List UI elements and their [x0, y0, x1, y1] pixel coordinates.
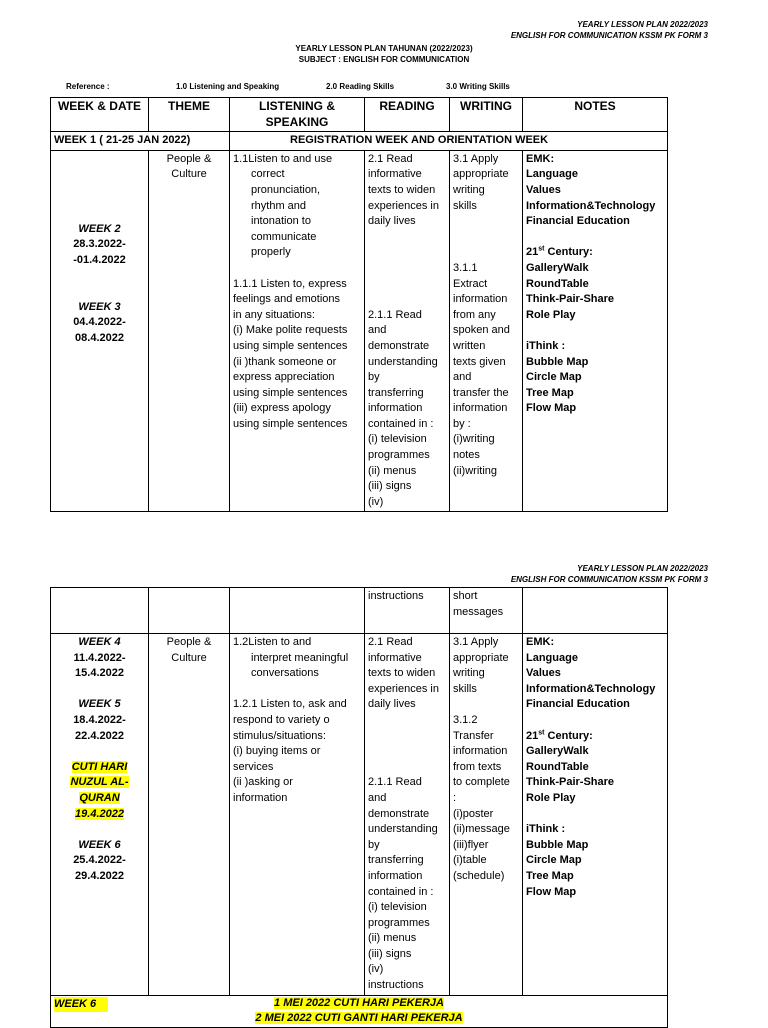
rd-sub-line: (i) television [368, 433, 427, 446]
ithink-line: Flow Map [526, 402, 577, 415]
lesson-table-page2 [50, 587, 668, 1028]
wr-sub-line: information [453, 745, 508, 758]
holiday-line: CUTI HARI [71, 760, 128, 773]
wr-line: 3.1 Apply [453, 636, 499, 648]
rd-sub-line: information [368, 402, 423, 415]
theme-line: Culture [171, 168, 207, 181]
week-date: 04.4.2022- [73, 316, 126, 329]
ls-sub-line: information [233, 791, 288, 804]
ls-line: 1.1Listen to and use [233, 152, 333, 165]
emk-line: Financial Education [526, 215, 630, 228]
ls-sub-line: (i) buying items or [233, 745, 321, 758]
ls-line: rhythm and [251, 199, 307, 212]
rd-sub-line: (iv) [368, 963, 384, 976]
header-line: YEARLY LESSON PLAN 2022/2023 [577, 564, 708, 573]
wr-sub-line: texts given [453, 355, 506, 368]
century-sup: st [538, 245, 545, 253]
week-label: WEEK 5 [78, 698, 121, 711]
ls-line: properly [251, 246, 291, 259]
footer-holiday-line: 2 MEI 2022 CUTI GANTI HARI PEKERJA [255, 1012, 463, 1025]
century-heading [526, 729, 664, 745]
rd-sub-line: by [368, 371, 380, 384]
registration-week: WEEK 1 ( 21-25 JAN 2022) [51, 132, 230, 151]
rd-sub-line: 2.1.1 Read [368, 776, 422, 789]
ls-line: conversations [251, 667, 319, 680]
ls-sub-line: 1.2.1 Listen to, ask and [233, 698, 347, 711]
week-date-cell [51, 634, 149, 996]
holiday-footer-cell [51, 995, 668, 1027]
week-date: -01.4.2022 [73, 253, 126, 266]
century-sup: st [538, 728, 545, 736]
table-row [51, 150, 668, 512]
rd-sub-line: 2.1.1 Read [368, 308, 422, 321]
theme-line: People & [166, 152, 212, 165]
rd-line: informative [368, 168, 422, 181]
notes-cell [523, 150, 668, 512]
ls-sub-line: feelings and emotions [233, 293, 341, 306]
rd-sub-line: transferring [368, 386, 424, 399]
header-line: YEARLY LESSON PLAN 2022/2023 [577, 20, 708, 29]
wr-sub-line: 3.1.1 [453, 261, 478, 274]
wr-sub-line: from any [453, 308, 496, 321]
reading-cell [365, 634, 450, 996]
ls-sub-line: 1.1.1 Listen to, express [233, 277, 347, 290]
table-row [51, 634, 668, 996]
rd-sub-line: programmes [368, 449, 430, 462]
wr-sub-line: written [453, 339, 486, 352]
theme-line: People & [166, 636, 212, 648]
rd-sub-line: (ii) menus [368, 932, 417, 945]
ls-sub-line: (i) Make polite requests [233, 324, 348, 337]
week-date: 28.3.2022- [73, 238, 126, 251]
header-line: ENGLISH FOR COMMUNICATION KSSM PK FORM 3 [510, 31, 708, 40]
registration-text: REGISTRATION WEEK AND ORIENTATION WEEK [230, 132, 668, 151]
footer-holiday-line: 1 MEI 2022 CUTI HARI PEKERJA [274, 996, 444, 1009]
ls-sub-line: using simple sentences [233, 386, 348, 399]
week-label: WEEK 4 [78, 636, 121, 648]
reading-cell [365, 150, 450, 512]
rd-sub-line: information [368, 869, 423, 882]
listening-cell [230, 150, 365, 512]
wr-line: short [453, 590, 478, 602]
wr-line: appropriate [453, 651, 509, 664]
wr-line: writing [453, 183, 485, 196]
wr-sub-line: information [453, 402, 508, 415]
rd-sub-line: (iii) signs [368, 480, 412, 493]
week-label: WEEK 2 [78, 222, 121, 235]
wr-sub-line: to complete [453, 776, 510, 789]
emk-line: Language [526, 168, 578, 181]
wr-line: 3.1 Apply [453, 152, 499, 165]
reference-label: Reference : [66, 82, 110, 91]
rd-line: 2.1 Read [368, 152, 413, 165]
rd-sub-line: and [368, 324, 387, 337]
century-line: Think-Pair-Share [526, 293, 615, 306]
holiday-footer-row [51, 995, 668, 1027]
rd-line: experiences in [368, 199, 439, 212]
rd-sub-line: demonstrate [368, 807, 430, 820]
emk-line: Language [526, 651, 578, 664]
emk-line: Information&Technology [526, 199, 656, 212]
col-notes: NOTES [523, 98, 668, 132]
week-date: 22.4.2022 [75, 729, 124, 742]
rd-sub-line: understanding [368, 823, 438, 836]
holiday-line: QURAN [79, 791, 120, 804]
col-week-date: WEEK & DATE [51, 98, 149, 132]
rd-sub-line: instructions [368, 979, 424, 992]
wr-sub-line: (i)table [453, 854, 487, 867]
ls-line: interpret meaningful [251, 651, 349, 664]
ithink-line: Tree Map [526, 386, 574, 399]
rd-sub-line: demonstrate [368, 339, 430, 352]
wr-sub-line: (i)poster [453, 807, 494, 820]
wr-sub-line: Extract [453, 277, 488, 290]
ls-sub-line: respond to variety o [233, 713, 330, 726]
theme-cell [149, 150, 230, 512]
writing-cell [450, 634, 523, 996]
holiday-note [54, 760, 145, 822]
ithink-line: iThink : [526, 339, 566, 352]
rd-line: texts to widen [368, 667, 436, 680]
ls-line: intonation to [251, 215, 311, 228]
rd-sub-line: transferring [368, 854, 424, 867]
rd-sub-line: (iv) [368, 495, 384, 508]
holiday-line: NUZUL AL- [70, 776, 129, 789]
ls-sub-line: in any situations: [233, 308, 315, 321]
rd-sub-line: and [368, 791, 387, 804]
continuation-row [51, 588, 668, 634]
wr-sub-line: information [453, 293, 508, 306]
wr-sub-line: by : [453, 417, 471, 430]
registration-row [51, 132, 668, 151]
century-line: GalleryWalk [526, 745, 589, 758]
header-line: ENGLISH FOR COMMUNICATION KSSM PK FORM 3 [510, 575, 708, 584]
continuation-writing [450, 588, 523, 634]
wr-line: writing [453, 667, 485, 680]
rd-sub-line: by [368, 838, 380, 851]
ls-sub-line: using simple sentences [233, 417, 348, 430]
rd-sub-line: programmes [368, 916, 430, 929]
century-line: Role Play [526, 791, 576, 804]
emk-line: Values [526, 667, 561, 680]
rd-line: texts to widen [368, 183, 436, 196]
page1-title [0, 43, 768, 65]
ithink-line: Circle Map [526, 854, 582, 867]
ls-line: pronunciation, [251, 183, 321, 196]
lesson-table-page1 [50, 97, 668, 512]
week-date: 11.4.2022- [73, 651, 126, 664]
ithink-line: Tree Map [526, 869, 574, 882]
ls-sub-line: (ii )thank someone or [233, 355, 337, 368]
week-label: WEEK 3 [78, 300, 121, 313]
emk-line: Financial Education [526, 698, 630, 711]
wr-line: messages [453, 605, 504, 618]
wr-sub-line: from texts [453, 760, 502, 773]
rd-sub-line: contained in : [368, 417, 434, 430]
rd-line: daily lives [368, 215, 416, 228]
holiday-line: 19.4.2022 [75, 807, 124, 820]
wr-line: appropriate [453, 168, 509, 181]
ls-sub-line: express appreciation [233, 371, 335, 384]
week-date: 15.4.2022 [75, 667, 124, 680]
theme-line: Culture [171, 651, 207, 664]
emk-line: Values [526, 183, 561, 196]
wr-sub-line: (iii)flyer [453, 838, 489, 851]
rd-sub-line: (ii) menus [368, 464, 417, 477]
ithink-line: Bubble Map [526, 838, 589, 851]
week-label: WEEK 6 [78, 838, 121, 851]
week-date-cell [51, 150, 149, 512]
week-date: 29.4.2022 [75, 869, 124, 882]
ithink-line: Flow Map [526, 885, 577, 898]
page2-header [511, 563, 708, 585]
century-rest: Century: [544, 729, 593, 742]
col-reading: READING [365, 98, 450, 132]
listening-cell [230, 634, 365, 996]
wr-sub-line: (i)writing [453, 433, 495, 446]
title-line: SUBJECT : ENGLISH FOR COMMUNICATION [298, 55, 470, 64]
continuation-reading: instructions [365, 588, 450, 634]
ithink-line: Bubble Map [526, 355, 589, 368]
emk-line: EMK: [526, 636, 555, 648]
rd-sub-line: contained in : [368, 885, 434, 898]
emk-line: EMK: [526, 152, 555, 165]
ls-sub-line: (iii) express apology [233, 402, 331, 415]
footer-week: WEEK 6 [54, 997, 108, 1013]
ls-sub-line: using simple sentences [233, 339, 348, 352]
reference-item: 1.0 Listening and Speaking [176, 82, 280, 91]
wr-sub-line: : [453, 791, 457, 804]
ls-sub-line: stimulus/situations: [233, 729, 326, 742]
wr-line: skills [453, 199, 477, 212]
wr-sub-line: spoken and [453, 324, 510, 337]
reference-item: 3.0 Writing Skills [446, 82, 510, 91]
century-num: 21 [526, 729, 539, 742]
rd-line: 2.1 Read [368, 636, 413, 648]
page1-header [511, 19, 708, 41]
rd-sub-line: (i) television [368, 901, 427, 914]
writing-cell [450, 150, 523, 512]
week-date: 25.4.2022- [73, 854, 126, 867]
week-date: 18.4.2022- [73, 713, 126, 726]
col-listening: LISTENING & SPEAKING [230, 98, 365, 132]
ls-sub-line: (ii )asking or [233, 776, 293, 789]
wr-sub-line: (ii)message [453, 823, 510, 836]
ls-line: communicate [251, 230, 317, 243]
reference-item: 2.0 Reading Skills [326, 82, 395, 91]
century-line: GalleryWalk [526, 261, 589, 274]
century-line: RoundTable [526, 760, 589, 773]
rd-line: informative [368, 651, 422, 664]
wr-sub-line: and [453, 371, 472, 384]
ls-sub-line: services [233, 760, 274, 773]
rd-line: experiences in [368, 682, 439, 695]
wr-sub-line: 3.1.2 [453, 713, 478, 726]
wr-sub-line: Transfer [453, 729, 494, 742]
wr-sub-line: (ii)writing [453, 464, 497, 477]
col-theme: THEME [149, 98, 230, 132]
ithink-line: Circle Map [526, 371, 582, 384]
ls-line: 1.2Listen to and [233, 636, 312, 648]
rd-sub-line: (iii) signs [368, 947, 412, 960]
century-heading [526, 245, 664, 261]
title-line: YEARLY LESSON PLAN TAHUNAN (2022/2023) [295, 44, 473, 53]
col-writing: WRITING [450, 98, 523, 132]
wr-sub-line: notes [453, 449, 480, 462]
wr-sub-line: transfer the [453, 386, 509, 399]
wr-line: skills [453, 682, 477, 695]
century-line: Think-Pair-Share [526, 776, 615, 789]
century-line: Role Play [526, 308, 576, 321]
week-date: 08.4.2022 [75, 331, 124, 344]
emk-line: Information&Technology [526, 682, 656, 695]
century-rest: Century: [544, 246, 593, 259]
wr-sub-line: (schedule) [453, 869, 505, 882]
rd-line: daily lives [368, 698, 416, 711]
ithink-line: iThink : [526, 823, 566, 836]
column-header-row [51, 98, 668, 132]
notes-cell [523, 634, 668, 996]
rd-sub-line: understanding [368, 355, 438, 368]
century-num: 21 [526, 246, 539, 259]
ls-line: correct [251, 168, 285, 181]
theme-cell [149, 634, 230, 996]
century-line: RoundTable [526, 277, 589, 290]
